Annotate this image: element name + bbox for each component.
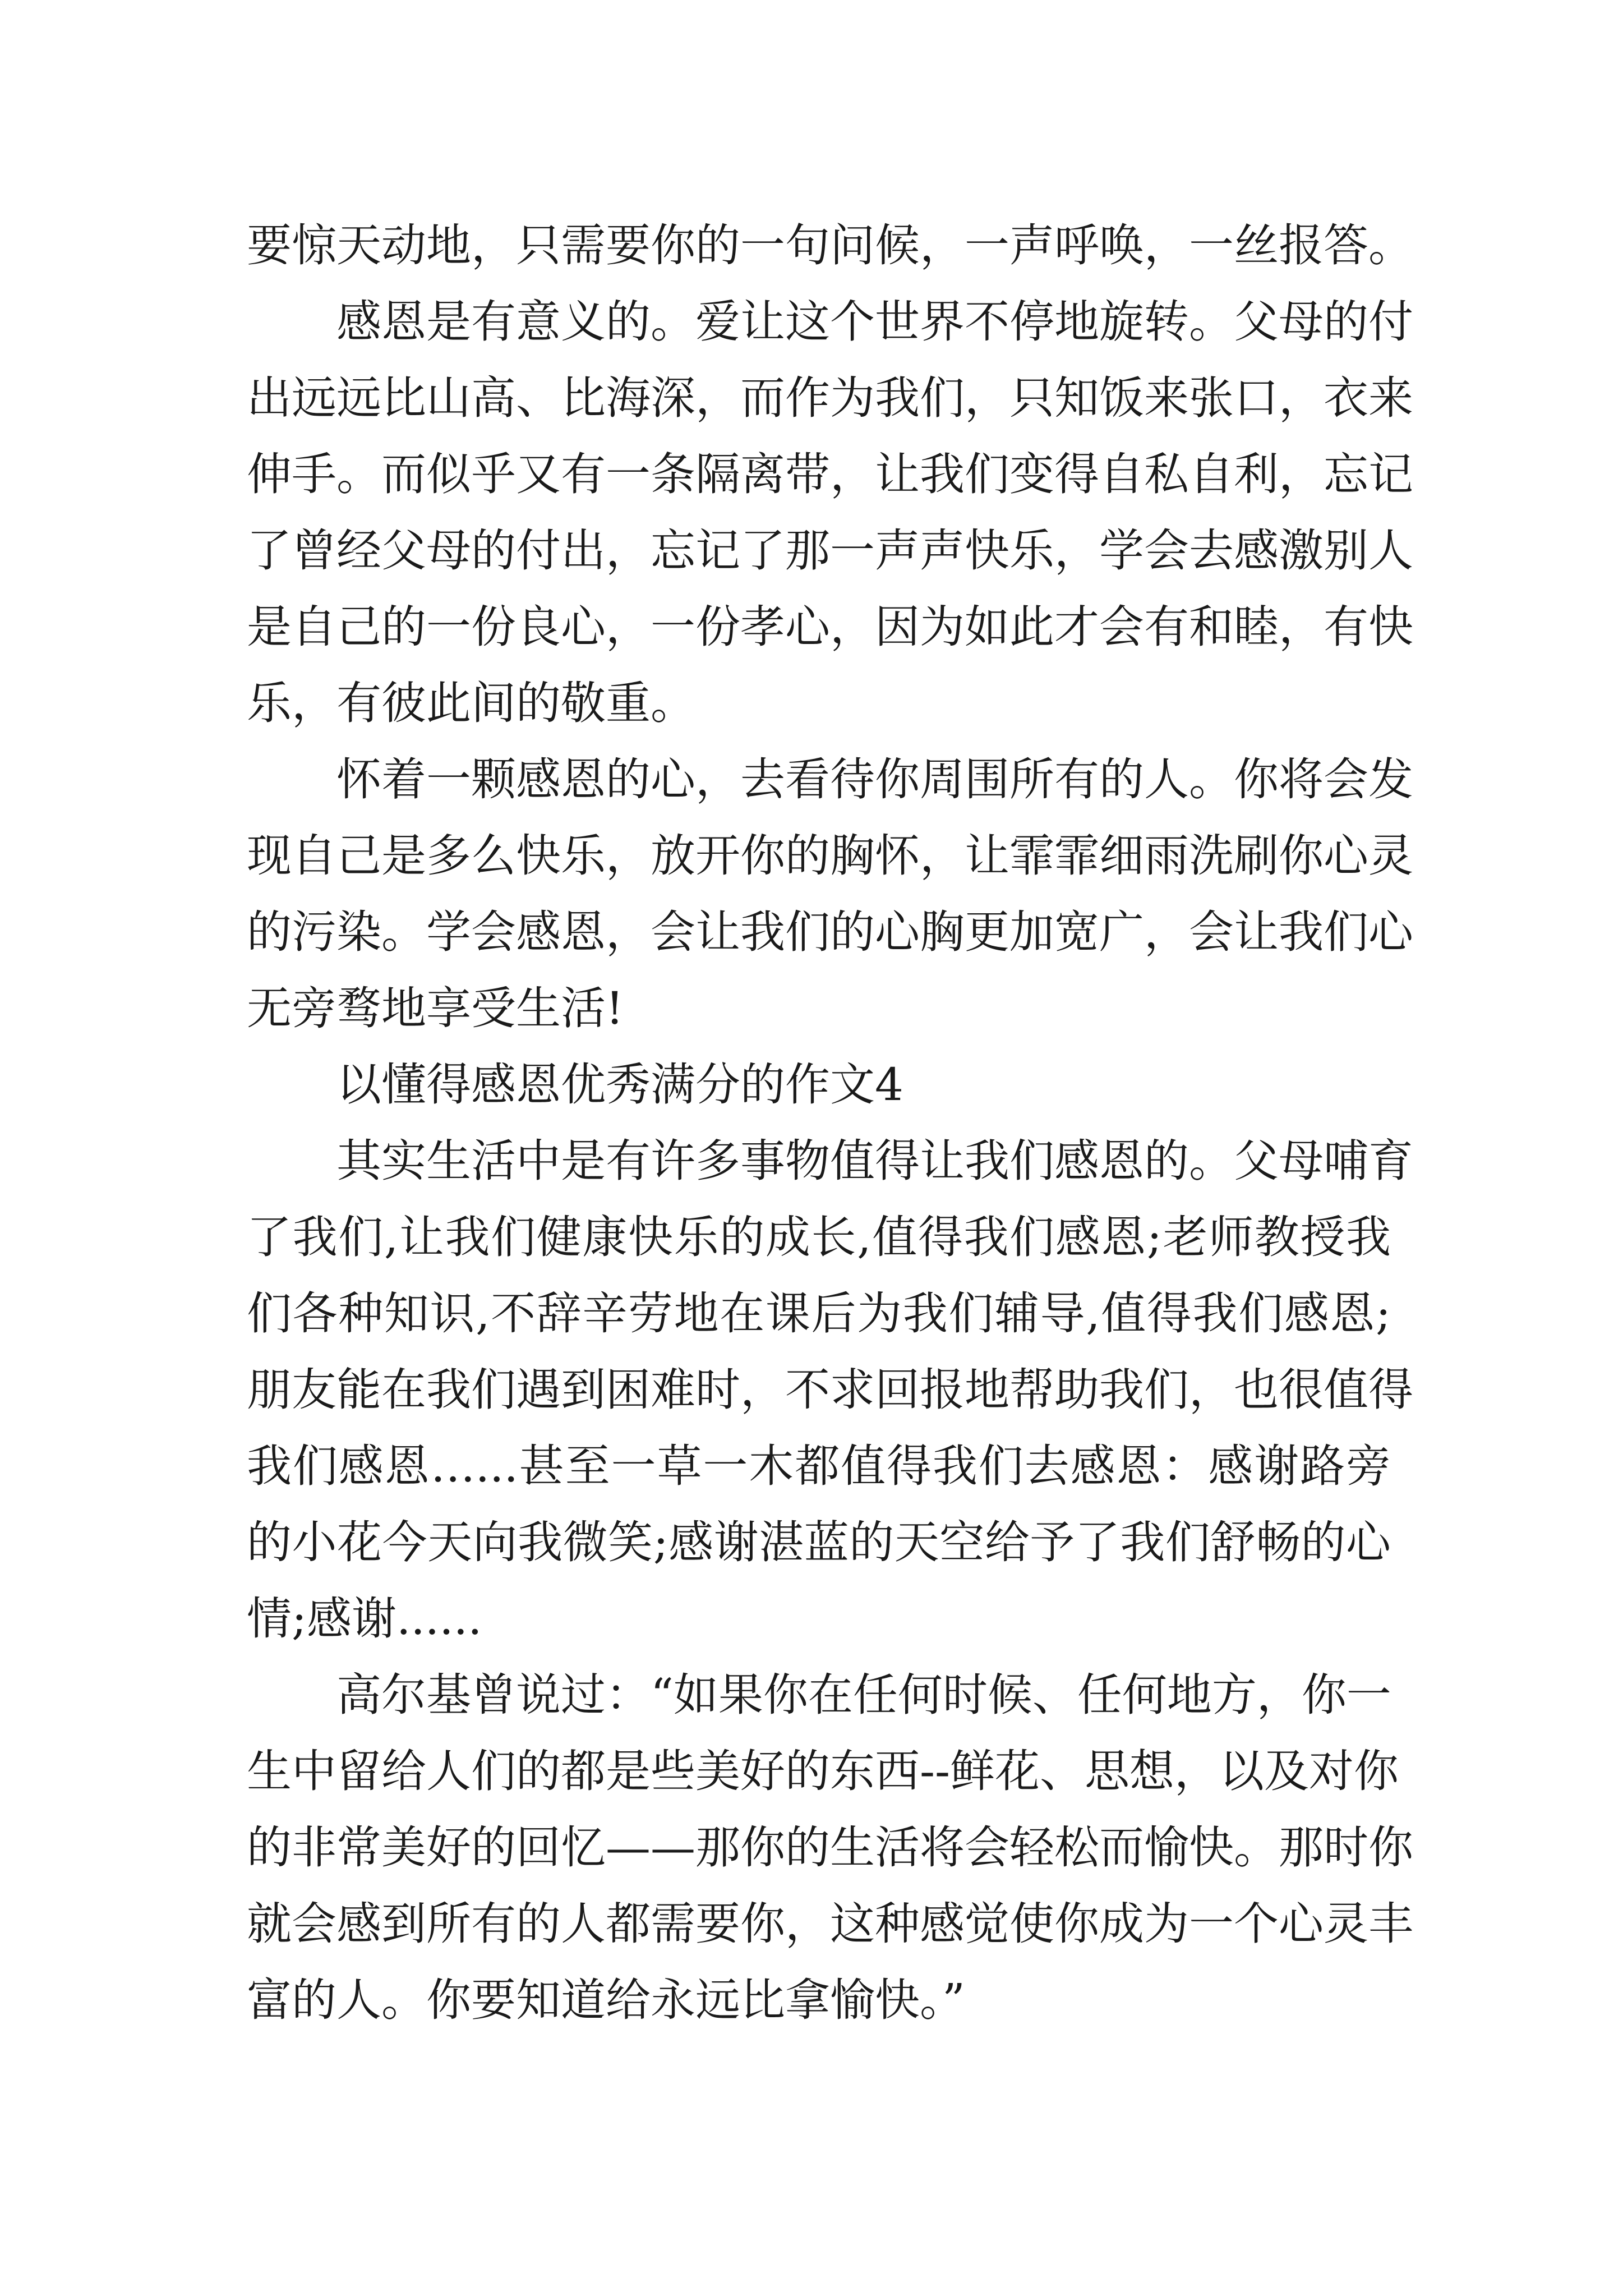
text-line: 的非常美好的回忆——那你的生活将会轻松而愉快。那时你 xyxy=(247,1821,1413,1874)
text-line: 就会感到所有的人都需要你，这种感觉使你成为一个心灵丰 xyxy=(247,1898,1413,1950)
text-line: 是自己的一份良心，一份孝心，因为如此才会有和睦，有快 xyxy=(247,601,1413,653)
text-line: 要惊天动地，只需要你的一句问候，一声呼唤，一丝报答。 xyxy=(247,219,1413,272)
paragraph-first-line: 感恩是有意义的。爱让这个世界不停地旋转。父母的付 xyxy=(336,296,1413,348)
text-line: 我们感恩…...甚至一草一木都值得我们去感恩：感谢路旁 xyxy=(247,1440,1391,1492)
paragraph-last-line: 情;感谢...... xyxy=(247,1593,482,1645)
text-line: 生中留给人们的都是些美好的东西--鲜花、思想，以及对你 xyxy=(247,1745,1399,1797)
text-line: 现自己是多么快乐，放开你的胸怀，让霏霏细雨洗刷你心灵 xyxy=(247,830,1413,882)
paragraph-first-line: 怀着一颗感恩的心，去看待你周围所有的人。你将会发 xyxy=(336,753,1413,806)
document-body xyxy=(247,208,1413,2039)
text-line: 朋友能在我们遇到困难时，不求回报地帮助我们，也很值得 xyxy=(247,1364,1413,1416)
paragraph-last-line: 富的人。你要知道给永远比拿愉快。” xyxy=(247,1974,965,2026)
paragraph-last-line: 乐，有彼此间的敬重。 xyxy=(247,677,695,729)
text-line: 出远远比山高、比海深，而作为我们，只知饭来张口，衣来 xyxy=(247,372,1413,424)
text-line: 了曾经父母的付出，忘记了那一声声快乐，学会去感激别人 xyxy=(247,524,1413,577)
text-line: 的污染。学会感恩，会让我们的心胸更加宽广，会让我们心 xyxy=(247,906,1413,958)
text-line: 的小花今天向我微笑;感谢湛蓝的天空给予了我们舒畅的心 xyxy=(247,1516,1391,1568)
paragraph-first-line: 高尔基曾说过：“如果你在任何时候、任何地方，你一 xyxy=(336,1669,1391,1721)
paragraph-last-line: 无旁骛地享受生活! xyxy=(247,982,624,1034)
text-line: 伸手。而似乎又有一条隔离带，让我们变得自私自利，忘记 xyxy=(247,448,1413,500)
text-line: 们各种知识,不辞辛劳地在课后为我们辅导,值得我们感恩; xyxy=(247,1287,1391,1340)
section-heading: 以懂得感恩优秀满分的作文4 xyxy=(336,1059,903,1111)
text-line: 了我们,让我们健康快乐的成长,值得我们感恩;老师教授我 xyxy=(247,1211,1391,1263)
paragraph-first-line: 其实生活中是有许多事物值得让我们感恩的。父母哺育 xyxy=(336,1135,1413,1187)
